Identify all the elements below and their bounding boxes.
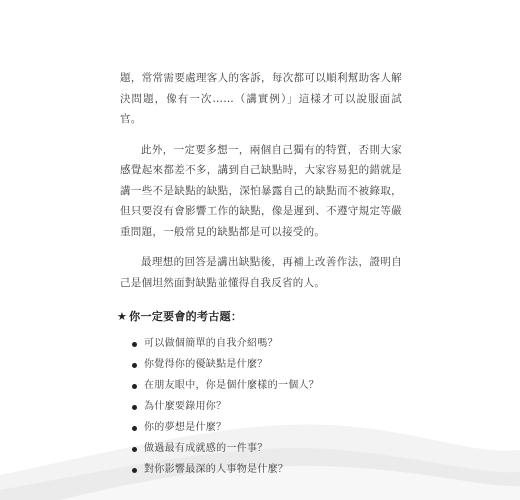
list-item [132,355,402,376]
bullet-icon [132,363,137,368]
paragraph-2: 此外，一定要多想一，兩個自己獨有的特質，否則大家感覺起來都差不多，講到自己缺點時，大家容易犯的錯就是講一些不是缺點的缺點，深怕暴露自己的缺點而不被錄取，但只要沒有會影響工作的缺點，像是遲到、不遵守規定等嚴重問題，一般常見的缺點都是可以接受的。 [120,143,402,238]
paragraph-1: 題，常常需要處理客人的客訴，每次都可以順利幫助客人解決問題，像有一次……（講實例）」這樣才可以說服面試官。 [120,72,402,125]
list-item [132,334,402,355]
list-item [132,397,402,418]
list-item [132,376,402,397]
list-item [132,439,402,460]
bullet-icon [132,342,137,347]
question-text: 你覺得你的優缺點是什麼？ [144,358,268,370]
question-list [120,334,402,481]
star-icon: ★ [117,310,128,323]
body-text [117,68,402,481]
bullet-icon [132,468,137,473]
section-title: 你一定要會的考古題： [129,310,243,323]
paragraph-3: 最理想的回答是講出缺點後，再補上改善作法，證明自己是個坦然面對缺點並懂得自我反省的人。 [120,256,402,289]
list-item [132,418,402,439]
question-text: 為什麼要錄用你？ [144,400,227,412]
question-text: 你的夢想是什麼？ [144,421,227,433]
bullet-icon [132,426,137,431]
bullet-icon [132,384,137,389]
question-text: 做過最有成就感的一件事？ [144,442,268,454]
bullet-icon [132,447,137,452]
bullet-icon [132,405,137,410]
list-item [132,460,402,481]
question-text: 可以做個簡單的自我介紹嗎？ [144,337,278,349]
question-text: 在朋友眼中，你是個什麼樣的一個人？ [144,379,320,391]
question-text: 對你影響最深的人事物是什麼？ [144,463,289,475]
section-heading [117,307,402,328]
